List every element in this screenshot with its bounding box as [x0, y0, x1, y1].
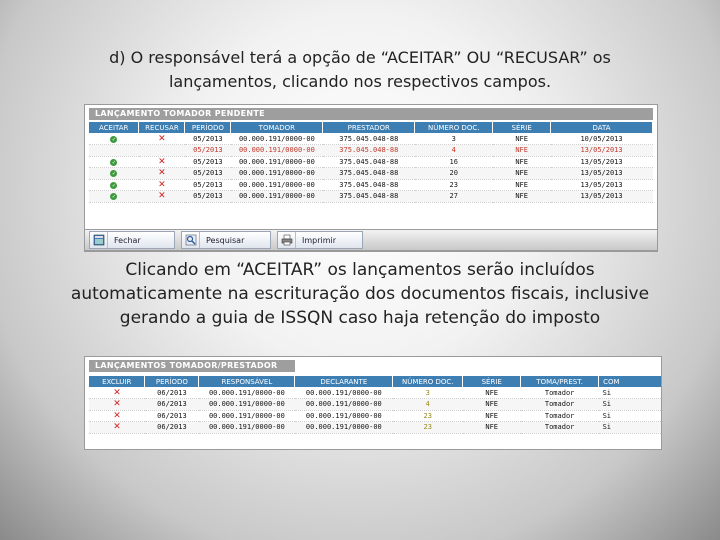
delete-cell[interactable] — [89, 410, 145, 422]
reject-cell[interactable] — [139, 156, 185, 168]
table-row — [89, 410, 662, 422]
numero-cell: 3 — [415, 133, 493, 145]
col-tomador[interactable]: TOMADOR — [231, 122, 323, 133]
delete-x-icon[interactable]: ✕ — [113, 387, 121, 398]
declarante-cell: 00.000.191/0000-00 — [295, 399, 393, 411]
com-cell: Si — [599, 410, 662, 422]
paragraph-line-2: automaticamente na escrituração dos documentos fiscais, inclusive — [70, 284, 650, 304]
fechar-button[interactable] — [89, 231, 175, 249]
serie-cell: NFE — [493, 179, 551, 191]
col-numero-doc[interactable]: NÚMERO DOC. — [393, 376, 463, 387]
data-cell: 13/05/2013 — [551, 191, 653, 203]
numero-cell: 23 — [393, 410, 463, 422]
reject-x-icon[interactable]: ✕ — [158, 133, 166, 144]
col-excluir[interactable]: EXCLUIR — [89, 376, 145, 387]
data-cell: 10/05/2013 — [551, 133, 653, 145]
col-numero-doc[interactable]: NÚMERO DOC. — [415, 122, 493, 133]
col-com[interactable]: COM — [599, 376, 662, 387]
prestador-cell: 375.045.048-88 — [323, 145, 415, 157]
table-row — [89, 133, 653, 145]
periodo-cell: 06/2013 — [145, 410, 199, 422]
prestador-cell: 375.045.048-88 — [323, 179, 415, 191]
data-cell: 13/05/2013 — [551, 168, 653, 180]
toma-prest-cell: Tomador — [521, 399, 599, 411]
serie-cell: NFE — [493, 191, 551, 203]
prestador-cell: 375.045.048-88 — [323, 156, 415, 168]
declarante-cell: 00.000.191/0000-00 — [295, 387, 393, 399]
reject-cell[interactable] — [139, 168, 185, 180]
printer-icon — [278, 232, 296, 248]
entries-tomador-prestador-panel — [84, 356, 662, 450]
serie-cell: NFE — [493, 133, 551, 145]
data-cell: 13/05/2013 — [551, 145, 653, 157]
periodo-cell: 05/2013 — [185, 145, 231, 157]
col-aceitar[interactable]: ACEITAR — [89, 122, 139, 133]
table-row — [89, 399, 662, 411]
periodo-cell: 05/2013 — [185, 133, 231, 145]
periodo-cell: 06/2013 — [145, 422, 199, 434]
reject-x-icon[interactable]: ✕ — [158, 191, 166, 202]
col-data[interactable]: DATA — [551, 122, 653, 133]
accept-cell — [89, 145, 139, 157]
fechar-label: Fechar — [114, 235, 141, 245]
table-row — [89, 156, 653, 168]
responsavel-cell: 00.000.191/0000-00 — [199, 410, 295, 422]
reject-cell[interactable] — [139, 191, 185, 203]
accept-cell[interactable] — [89, 168, 139, 180]
search-icon — [182, 232, 200, 248]
periodo-cell: 05/2013 — [185, 179, 231, 191]
tomador-cell: 00.000.191/0000-00 — [231, 133, 323, 145]
prestador-cell: 375.045.048-88 — [323, 168, 415, 180]
explanation-paragraph — [70, 258, 650, 330]
table-row — [89, 168, 653, 180]
accept-cell[interactable] — [89, 156, 139, 168]
tomador-cell: 00.000.191/0000-00 — [231, 156, 323, 168]
serie-cell: NFE — [463, 387, 521, 399]
accept-check-icon[interactable]: ✓ — [112, 135, 116, 143]
accept-check-icon[interactable]: ✓ — [112, 170, 116, 178]
toma-prest-cell: Tomador — [521, 387, 599, 399]
col-prestador[interactable]: PRESTADOR — [323, 122, 415, 133]
prestador-cell: 375.045.048-88 — [323, 133, 415, 145]
col-toma-prest[interactable]: TOMA/PREST. — [521, 376, 599, 387]
delete-x-icon[interactable]: ✕ — [113, 410, 121, 421]
declarante-cell: 00.000.191/0000-00 — [295, 422, 393, 434]
responsavel-cell: 00.000.191/0000-00 — [199, 422, 295, 434]
table-row — [89, 387, 662, 399]
periodo-cell: 06/2013 — [145, 387, 199, 399]
table-header-row — [89, 122, 653, 133]
numero-cell: 4 — [393, 399, 463, 411]
prestador-cell: 375.045.048-88 — [323, 191, 415, 203]
serie-cell: NFE — [463, 399, 521, 411]
reject-x-icon[interactable]: ✕ — [158, 168, 166, 179]
panel-title: LANÇAMENTO TOMADOR PENDENTE — [89, 108, 653, 120]
accept-cell[interactable] — [89, 191, 139, 203]
imprimir-button[interactable] — [277, 231, 363, 249]
numero-cell: 16 — [415, 156, 493, 168]
toma-prest-cell: Tomador — [521, 422, 599, 434]
pesquisar-label: Pesquisar — [206, 235, 245, 245]
col-periodo[interactable]: PERÍODO — [185, 122, 231, 133]
pending-entries-table — [89, 122, 653, 203]
reject-cell[interactable] — [139, 179, 185, 191]
serie-cell: NFE — [463, 422, 521, 434]
periodo-cell: 05/2013 — [185, 156, 231, 168]
periodo-cell: 05/2013 — [185, 168, 231, 180]
table-row — [89, 179, 653, 191]
accept-check-icon[interactable]: ✓ — [112, 193, 116, 201]
delete-cell[interactable] — [89, 422, 145, 434]
numero-cell: 3 — [393, 387, 463, 399]
com-cell: Si — [599, 387, 662, 399]
toma-prest-cell: Tomador — [521, 410, 599, 422]
declarante-cell: 00.000.191/0000-00 — [295, 410, 393, 422]
delete-x-icon[interactable]: ✕ — [113, 422, 121, 433]
numero-cell: 23 — [393, 422, 463, 434]
col-declarante[interactable]: DECLARANTE — [295, 376, 393, 387]
reject-x-icon[interactable]: ✕ — [158, 179, 166, 190]
tomador-cell: 00.000.191/0000-00 — [231, 191, 323, 203]
delete-cell[interactable] — [89, 399, 145, 411]
delete-cell[interactable] — [89, 387, 145, 399]
table-row — [89, 191, 653, 203]
paragraph-line-3: gerando a guia de ISSQN caso haja retenção do imposto — [119, 308, 601, 328]
com-cell: Si — [599, 399, 662, 411]
entries-table — [89, 376, 662, 434]
serie-cell: NFE — [463, 410, 521, 422]
col-serie[interactable]: SÉRIE — [463, 376, 521, 387]
data-cell: 13/05/2013 — [551, 179, 653, 191]
serie-cell: NFE — [493, 156, 551, 168]
com-cell: Si — [599, 422, 662, 434]
data-cell: 13/05/2013 — [551, 156, 653, 168]
panel-title: LANÇAMENTOS TOMADOR/PRESTADOR — [89, 360, 295, 372]
tomador-cell: 00.000.191/0000-00 — [231, 145, 323, 157]
heading-line-2: lançamentos, clicando nos respectivos campos. — [168, 72, 552, 91]
heading-line-1: d) O responsável terá a opção de “ACEITAR” OU “RECUSAR” os — [109, 48, 611, 67]
table-row — [89, 145, 653, 157]
tomador-cell: 00.000.191/0000-00 — [231, 168, 323, 180]
close-table-icon — [90, 232, 108, 248]
accept-cell[interactable] — [89, 133, 139, 145]
paragraph-line-1: Clicando em “ACEITAR” os lançamentos serão incluídos — [125, 260, 595, 280]
table-header-row — [89, 376, 662, 387]
col-responsavel[interactable]: RESPONSÁVEL — [199, 376, 295, 387]
pesquisar-button[interactable] — [181, 231, 271, 249]
reject-cell — [139, 145, 185, 157]
periodo-cell: 05/2013 — [185, 191, 231, 203]
imprimir-label: Imprimir — [302, 235, 337, 245]
numero-cell: 23 — [415, 179, 493, 191]
delete-x-icon[interactable]: ✕ — [113, 399, 121, 410]
numero-cell: 20 — [415, 168, 493, 180]
accept-check-icon[interactable]: ✓ — [112, 181, 116, 189]
heading — [60, 46, 660, 94]
col-periodo[interactable]: PERÍODO — [145, 376, 199, 387]
accept-cell[interactable] — [89, 179, 139, 191]
responsavel-cell: 00.000.191/0000-00 — [199, 399, 295, 411]
periodo-cell: 06/2013 — [145, 399, 199, 411]
bottom-toolbar — [84, 229, 658, 251]
reject-x-icon[interactable]: ✕ — [158, 156, 166, 167]
serie-cell: NFE — [493, 145, 551, 157]
numero-cell: 4 — [415, 145, 493, 157]
serie-cell: NFE — [493, 168, 551, 180]
tomador-cell: 00.000.191/0000-00 — [231, 179, 323, 191]
responsavel-cell: 00.000.191/0000-00 — [199, 387, 295, 399]
col-recusar[interactable]: RECUSAR — [139, 122, 185, 133]
numero-cell: 27 — [415, 191, 493, 203]
table-row — [89, 422, 662, 434]
col-serie[interactable]: SÉRIE — [493, 122, 551, 133]
accept-check-icon[interactable]: ✓ — [112, 158, 116, 166]
reject-cell[interactable] — [139, 133, 185, 145]
